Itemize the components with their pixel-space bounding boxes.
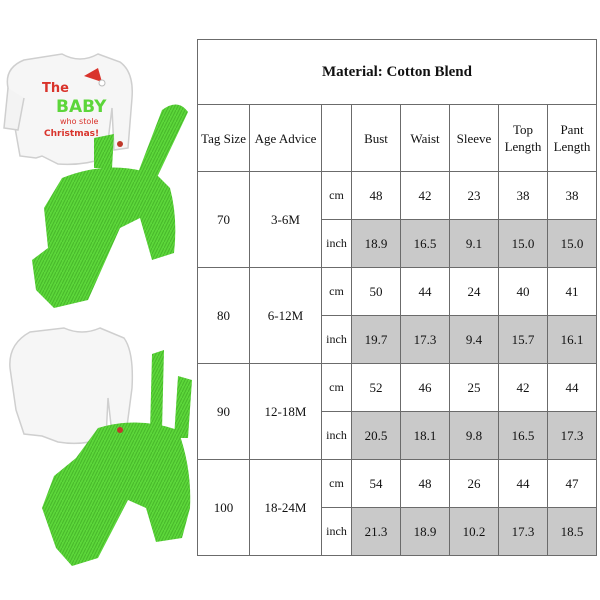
sleeve-cm: 24	[450, 268, 499, 316]
top-length-cm: 44	[499, 460, 548, 508]
bust-inch: 18.9	[352, 220, 401, 268]
table-row	[198, 268, 597, 316]
bust-cm: 50	[352, 268, 401, 316]
waist-inch: 17.3	[401, 316, 450, 364]
waist-cm: 42	[401, 172, 450, 220]
table-row	[198, 364, 597, 412]
svg-text:Christmas!: Christmas!	[44, 129, 100, 139]
sleeve-inch: 10.2	[450, 508, 499, 556]
pant-length-cm: 44	[548, 364, 597, 412]
pant-length-cm: 38	[548, 172, 597, 220]
header-row	[198, 105, 597, 172]
bust-cm: 48	[352, 172, 401, 220]
tag-size-cell: 100	[198, 460, 250, 556]
unit-cm: cm	[322, 268, 352, 316]
top-length-inch: 17.3	[499, 508, 548, 556]
waist-inch: 18.1	[401, 412, 450, 460]
tag-size-cell: 70	[198, 172, 250, 268]
svg-text:BABY: BABY	[56, 97, 107, 117]
tag-size-cell: 90	[198, 364, 250, 460]
unit-inch: inch	[322, 316, 352, 364]
svg-text:who stole: who stole	[60, 117, 99, 126]
header-waist: Waist	[401, 105, 450, 172]
size-chart-table	[197, 39, 597, 556]
waist-cm: 44	[401, 268, 450, 316]
unit-cm: cm	[322, 172, 352, 220]
pant-length-inch: 15.0	[548, 220, 597, 268]
age-advice-cell: 12-18M	[250, 364, 322, 460]
pant-length-cm: 41	[548, 268, 597, 316]
bust-inch: 21.3	[352, 508, 401, 556]
product-photo-panel	[2, 38, 196, 568]
pant-length-inch: 17.3	[548, 412, 597, 460]
table-row	[198, 460, 597, 508]
table-row	[198, 172, 597, 220]
age-advice-cell: 3-6M	[250, 172, 322, 268]
sleeve-cm: 23	[450, 172, 499, 220]
bust-cm: 54	[352, 460, 401, 508]
sleeve-inch: 9.4	[450, 316, 499, 364]
unit-cm: cm	[322, 460, 352, 508]
top-length-inch: 15.0	[499, 220, 548, 268]
bust-inch: 20.5	[352, 412, 401, 460]
bust-inch: 19.7	[352, 316, 401, 364]
unit-inch: inch	[322, 412, 352, 460]
pant-length-cm: 47	[548, 460, 597, 508]
sleeve-inch: 9.1	[450, 220, 499, 268]
sleeve-inch: 9.8	[450, 412, 499, 460]
header-unit	[322, 105, 352, 172]
svg-text:The: The	[42, 81, 69, 96]
header-sleeve: Sleeve	[450, 105, 499, 172]
unit-inch: inch	[322, 508, 352, 556]
product-illustration	[2, 38, 196, 568]
header-pant-length: Pant Length	[548, 105, 597, 172]
pant-length-inch: 16.1	[548, 316, 597, 364]
waist-inch: 16.5	[401, 220, 450, 268]
header-top-length: Top Length	[499, 105, 548, 172]
unit-cm: cm	[322, 364, 352, 412]
top-length-inch: 16.5	[499, 412, 548, 460]
age-advice-cell: 6-12M	[250, 268, 322, 364]
top-length-inch: 15.7	[499, 316, 548, 364]
bust-cm: 52	[352, 364, 401, 412]
header-bust: Bust	[352, 105, 401, 172]
top-length-cm: 40	[499, 268, 548, 316]
waist-inch: 18.9	[401, 508, 450, 556]
top-length-cm: 38	[499, 172, 548, 220]
tag-size-cell: 80	[198, 268, 250, 364]
sleeve-cm: 25	[450, 364, 499, 412]
unit-inch: inch	[322, 220, 352, 268]
top-length-cm: 42	[499, 364, 548, 412]
header-tag-size: Tag Size	[198, 105, 250, 172]
material-title: Material: Cotton Blend	[198, 40, 597, 105]
header-age-advice: Age Advice	[250, 105, 322, 172]
waist-cm: 48	[401, 460, 450, 508]
sleeve-cm: 26	[450, 460, 499, 508]
age-advice-cell: 18-24M	[250, 460, 322, 556]
pant-length-inch: 18.5	[548, 508, 597, 556]
waist-cm: 46	[401, 364, 450, 412]
